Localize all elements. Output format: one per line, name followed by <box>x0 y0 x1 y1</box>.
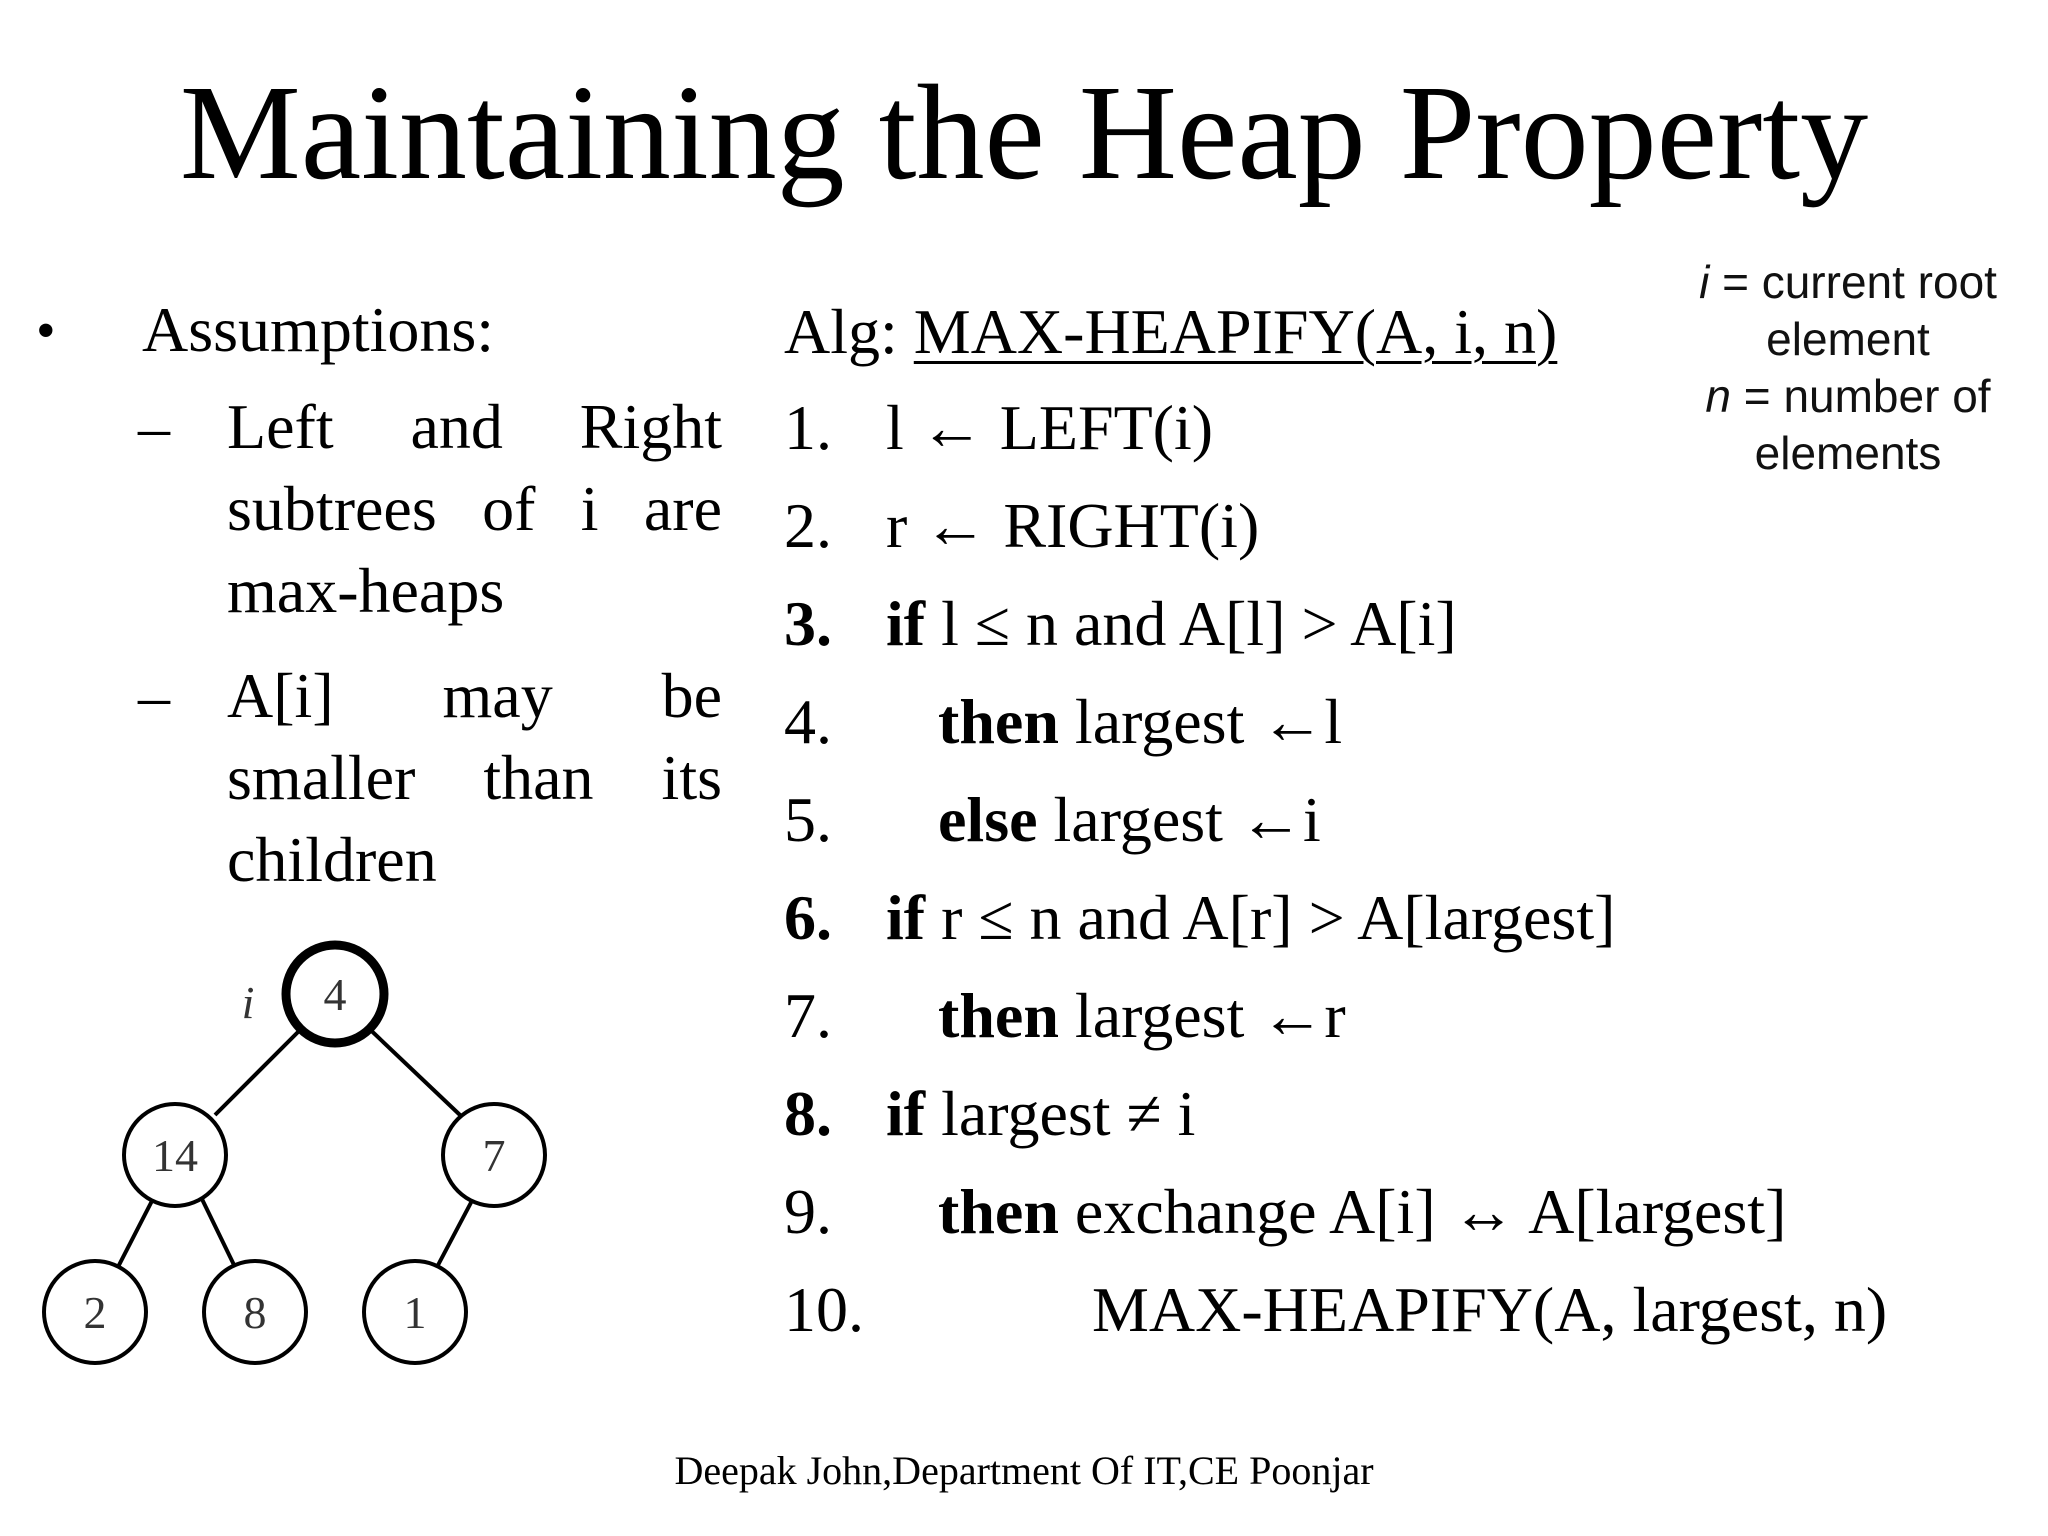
line-number: 2. <box>784 490 832 561</box>
line-keyword: else <box>938 784 1038 855</box>
line-number: 10. <box>784 1274 864 1345</box>
line-text: MAX-HEAPIFY(A, largest, n) <box>1092 1274 1888 1345</box>
tree-node <box>364 1261 466 1363</box>
tree-edge <box>437 1195 475 1267</box>
line-text: largest ←l <box>1058 686 1343 757</box>
node-value: 1 <box>403 1287 427 1338</box>
tree-edge <box>118 1195 155 1267</box>
line-text: exchange A[i] ↔ A[largest] <box>1058 1176 1787 1247</box>
tree-node <box>443 1104 545 1206</box>
line-keyword: if <box>886 882 926 953</box>
line-number: 1. <box>784 392 832 463</box>
algorithm-line-3 <box>784 582 2024 666</box>
note-text: = number of <box>1731 370 1991 422</box>
line-code <box>886 876 1615 960</box>
line-number: 8. <box>784 1078 832 1149</box>
tree-node <box>124 1104 226 1206</box>
assumptions-heading: Assumptions: <box>142 294 495 365</box>
assumption-item: Left and Right subtrees of i are max-heaps <box>227 391 722 626</box>
tree-node-root <box>286 945 384 1043</box>
algorithm-line-4 <box>784 680 2024 764</box>
algorithm-line-8 <box>784 1072 2024 1156</box>
algorithm-name: MAX-HEAPIFY(A, i, n) <box>913 296 1558 367</box>
tree-edge <box>200 1195 235 1267</box>
line-keyword: then <box>938 980 1059 1051</box>
note-line: elements <box>1754 427 1942 479</box>
node-value: 2 <box>83 1287 107 1338</box>
line-keyword: then <box>938 1176 1059 1247</box>
slide-title: Maintaining the Heap Property <box>179 58 1869 208</box>
node-value: 7 <box>482 1130 506 1181</box>
line-code <box>1092 1268 1887 1352</box>
tree-node <box>204 1261 306 1363</box>
line-text: r ← RIGHT(i) <box>886 490 1260 561</box>
note-line <box>1648 254 2048 311</box>
algorithm-line-10 <box>784 1268 2024 1352</box>
dash-marker: – <box>138 391 170 462</box>
algorithm-line-6 <box>784 876 2024 960</box>
line-number: 7. <box>784 980 832 1051</box>
line-code <box>938 974 1346 1058</box>
algorithm-prefix: Alg: <box>784 296 914 367</box>
node-value: 4 <box>323 969 347 1020</box>
note-text: = current root <box>1709 256 1997 308</box>
bullet-marker: • <box>36 300 56 362</box>
assumption-item: A[i] may be smaller than its children <box>227 660 722 895</box>
line-text: largest ≠ i <box>925 1078 1196 1149</box>
line-code <box>886 582 1457 666</box>
algorithm-line-5 <box>784 778 2024 862</box>
tree-edge <box>360 1020 460 1115</box>
line-keyword: then <box>938 686 1059 757</box>
line-code <box>938 778 1321 862</box>
algorithm-heading <box>784 292 1557 372</box>
line-code <box>886 484 1259 568</box>
line-text: r ≤ n and A[r] > A[largest] <box>925 882 1616 953</box>
line-code <box>938 680 1342 764</box>
node-value: 14 <box>152 1130 198 1181</box>
variable-note <box>1648 254 2048 482</box>
tree-node <box>44 1261 146 1363</box>
node-value: 8 <box>243 1287 267 1338</box>
algorithm-line-7 <box>784 974 2024 1058</box>
line-text: largest ←i <box>1037 784 1321 855</box>
slide-footer: Deepak John,Department Of IT,CE Poonjar <box>674 1448 1374 1493</box>
line-text: largest ←r <box>1058 980 1346 1051</box>
line-number: 5. <box>784 784 832 855</box>
line-keyword: if <box>886 588 926 659</box>
line-number: 4. <box>784 686 832 757</box>
algorithm-line-2 <box>784 484 2024 568</box>
line-number: 9. <box>784 1176 832 1247</box>
line-text: l ← LEFT(i) <box>886 392 1214 463</box>
note-line <box>1648 368 2048 425</box>
line-code <box>938 1170 1786 1254</box>
dash-marker: – <box>138 660 170 731</box>
algorithm-line-9 <box>784 1170 2024 1254</box>
note-variable: i <box>1699 256 1710 308</box>
heap-tree-diagram <box>0 910 600 1390</box>
line-keyword: if <box>886 1078 926 1149</box>
line-number: 3. <box>784 588 832 659</box>
note-variable: n <box>1705 370 1732 422</box>
line-code <box>886 1072 1195 1156</box>
line-text: l ≤ n and A[l] > A[i] <box>925 588 1457 659</box>
line-code <box>886 386 1213 470</box>
root-index-label: i <box>241 977 255 1028</box>
note-line: element <box>1766 313 1930 365</box>
line-number: 6. <box>784 882 832 953</box>
tree-edge <box>215 1020 310 1115</box>
